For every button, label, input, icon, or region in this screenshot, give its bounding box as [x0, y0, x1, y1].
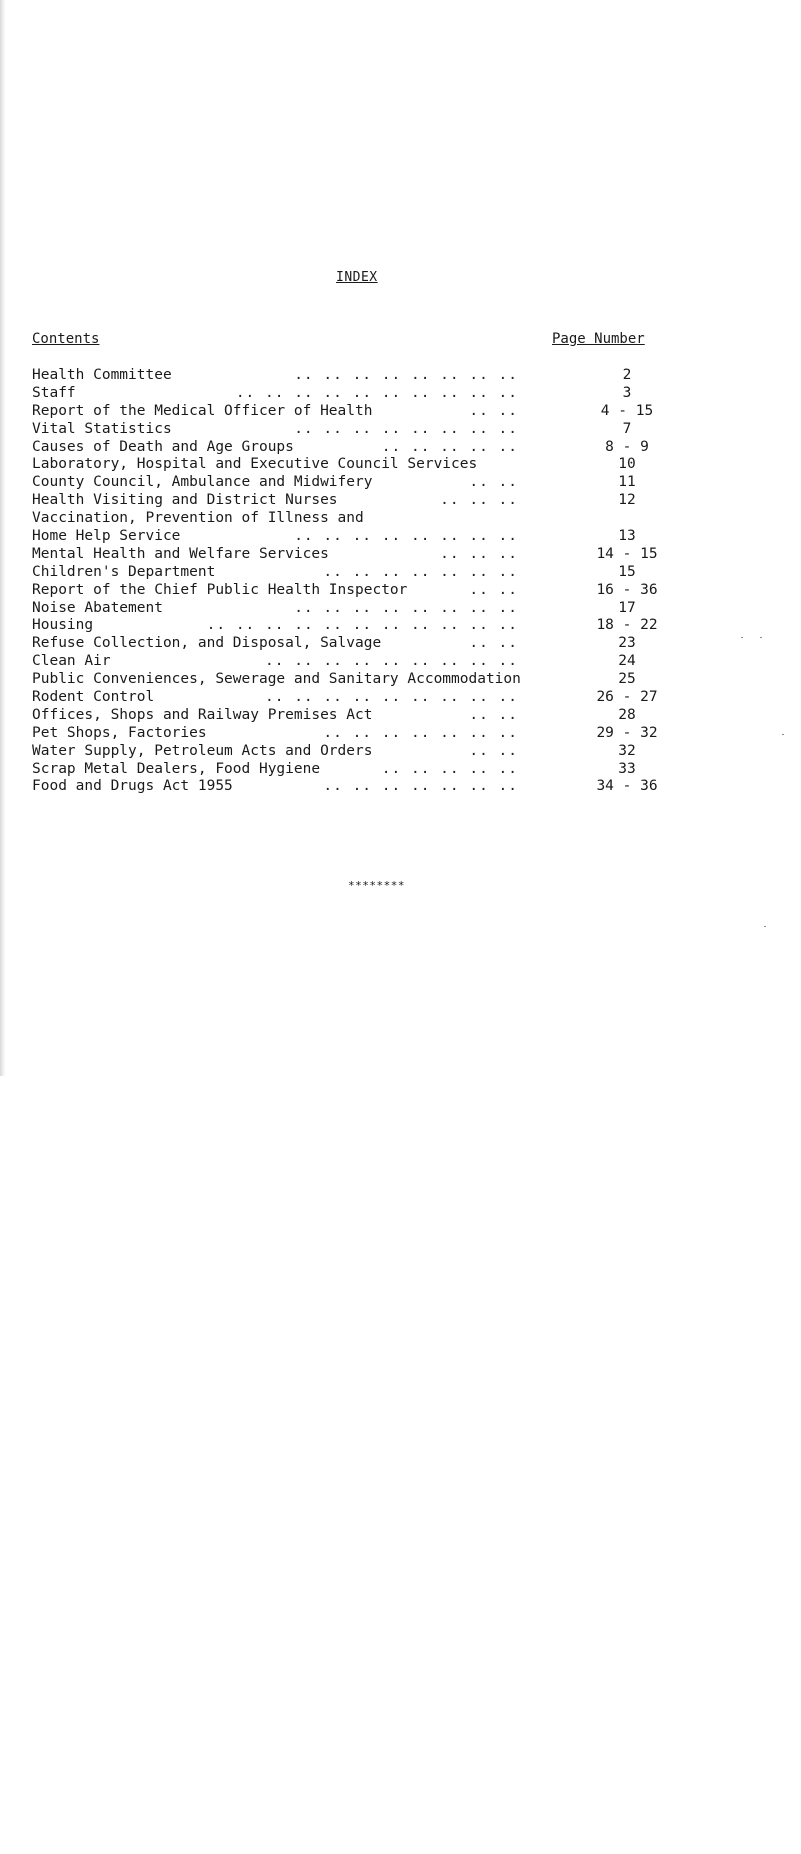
dot-leader: .. ..	[469, 581, 518, 598]
entry-title: Food and Drugs Act 1955	[32, 778, 233, 795]
dot-leader: .. .. .. .. .. .. .. ..	[294, 420, 518, 437]
entry-title: Laboratory, Hospital and Executive Council Services	[32, 456, 478, 473]
dot-leader: .. .. ..	[440, 492, 518, 509]
contents-entry	[32, 761, 722, 779]
entry-title: Water Supply, Petroleum Acts and Orders	[32, 742, 373, 759]
entry-page-number: 25	[618, 671, 636, 688]
dot-leader: .. .. .. .. ..	[381, 438, 518, 455]
contents-entry	[32, 367, 722, 385]
entry-title: Clean Air	[32, 653, 111, 670]
entry-page-number: 12	[618, 492, 636, 509]
contents-entry	[32, 421, 722, 439]
entry-page-number: 32	[618, 742, 636, 759]
entry-title: Refuse Collection, and Disposal, Salvage	[32, 635, 382, 652]
contents-entry	[32, 564, 722, 582]
dot-leader: .. .. .. .. .. .. ..	[323, 563, 518, 580]
dot-leader: .. ..	[469, 635, 518, 652]
contents-entry	[32, 528, 722, 546]
contents-entry	[32, 635, 722, 653]
page-number-column-heading: Page Number	[552, 331, 645, 347]
entry-page-number: 10	[618, 456, 636, 473]
contents-entry	[32, 617, 722, 635]
dot-leader: .. ..	[469, 474, 518, 491]
scan-speck	[782, 734, 784, 735]
dot-leader: .. .. .. .. .. .. .. .. .. .. ..	[206, 617, 518, 634]
dot-leader: .. ..	[469, 742, 518, 759]
entry-title: Causes of Death and Age Groups	[32, 438, 294, 455]
contents-entry	[32, 689, 722, 707]
scan-speck	[741, 637, 743, 638]
entry-title: Children's Department	[32, 563, 216, 580]
entry-title: Report of the Chief Public Health Inspector	[32, 581, 408, 598]
entry-page-number: 28	[618, 706, 636, 723]
contents-entry	[32, 743, 722, 761]
dot-leader: .. .. ..	[440, 545, 518, 562]
contents-entry	[32, 385, 722, 403]
dot-leader: .. .. .. .. .. .. .. ..	[294, 367, 518, 383]
entry-page-number: 13	[618, 528, 636, 545]
entry-title: Vital Statistics	[32, 420, 172, 437]
entry-page-number: 34 - 36	[596, 778, 658, 795]
entry-page-number: 24	[618, 653, 636, 670]
entry-page-number: 26 - 27	[596, 689, 658, 706]
contents-entry	[32, 439, 722, 457]
contents-entry	[32, 546, 722, 564]
contents-entry	[32, 653, 722, 671]
contents-entry	[32, 582, 722, 600]
entry-title: Rodent Control	[32, 689, 155, 706]
dot-leader: .. .. .. .. .. .. .. .. .. ..	[235, 384, 518, 401]
entry-page-number: 33	[618, 760, 636, 777]
entry-page-number: 2	[622, 367, 632, 383]
dot-leader: .. .. .. .. .. .. .. .. ..	[265, 689, 518, 706]
contents-entry	[32, 600, 722, 618]
entry-title: Health Committee	[32, 367, 172, 383]
entry-page-number: 18 - 22	[596, 617, 658, 634]
dot-leader: .. .. .. .. .. .. .. ..	[294, 599, 518, 616]
entry-page-number: 4 - 15	[600, 402, 654, 419]
dot-leader: .. ..	[469, 706, 518, 723]
entry-page-number: 17	[618, 599, 636, 616]
contents-entry	[32, 671, 722, 689]
dot-leader: .. .. .. .. .. .. .. ..	[294, 528, 518, 545]
entry-page-number: 14 - 15	[596, 545, 658, 562]
entry-page-number: 29 - 32	[596, 724, 658, 741]
scan-speck	[764, 926, 766, 927]
contents-list	[32, 367, 722, 796]
entry-title: Home Help Service	[32, 528, 181, 545]
entry-title: County Council, Ambulance and Midwifery	[32, 474, 373, 491]
contents-column-heading: Contents	[32, 331, 100, 347]
index-heading: INDEX	[336, 270, 378, 285]
dot-leader: .. .. .. .. .. .. .. .. ..	[265, 653, 518, 670]
entry-page-number: 8 - 9	[605, 438, 649, 455]
entry-title: Noise Abatement	[32, 599, 163, 616]
entry-title: Scrap Metal Dealers, Food Hygiene	[32, 760, 321, 777]
entry-page-number: 3	[622, 384, 632, 401]
contents-entry	[32, 474, 722, 492]
entry-title: Housing	[32, 617, 94, 634]
entry-page-number: 23	[618, 635, 636, 652]
scan-speck	[760, 637, 762, 638]
entry-title: Public Conveniences, Sewerage and Sanitary Accommodation	[32, 671, 521, 688]
entry-page-number: 11	[618, 474, 636, 491]
entry-title: Staff	[32, 384, 76, 401]
entry-page-number: 16 - 36	[596, 581, 658, 598]
binding-edge-shadow	[0, 0, 6, 1076]
dot-leader: .. .. .. .. .. .. ..	[323, 778, 518, 795]
contents-entry	[32, 456, 722, 474]
dot-leader: .. .. .. .. ..	[381, 760, 518, 777]
entry-page-number: 15	[618, 563, 636, 580]
contents-entry	[32, 403, 722, 421]
dot-leader: .. ..	[469, 402, 518, 419]
contents-entry	[32, 778, 722, 796]
entry-title: Report of the Medical Officer of Health	[32, 402, 373, 419]
entry-title: Pet Shops, Factories	[32, 724, 207, 741]
entry-title: Offices, Shops and Railway Premises Act	[32, 706, 373, 723]
contents-entry	[32, 510, 722, 528]
footer-asterisks: ********	[348, 879, 405, 892]
entry-title: Health Visiting and District Nurses	[32, 492, 338, 509]
contents-entry	[32, 725, 722, 743]
contents-entry	[32, 492, 722, 510]
entry-title: Mental Health and Welfare Services	[32, 545, 329, 562]
entry-page-number: 7	[622, 420, 632, 437]
dot-leader: .. .. .. .. .. .. ..	[323, 724, 518, 741]
entry-title: Vaccination, Prevention of Illness and	[32, 510, 364, 527]
contents-entry	[32, 707, 722, 725]
